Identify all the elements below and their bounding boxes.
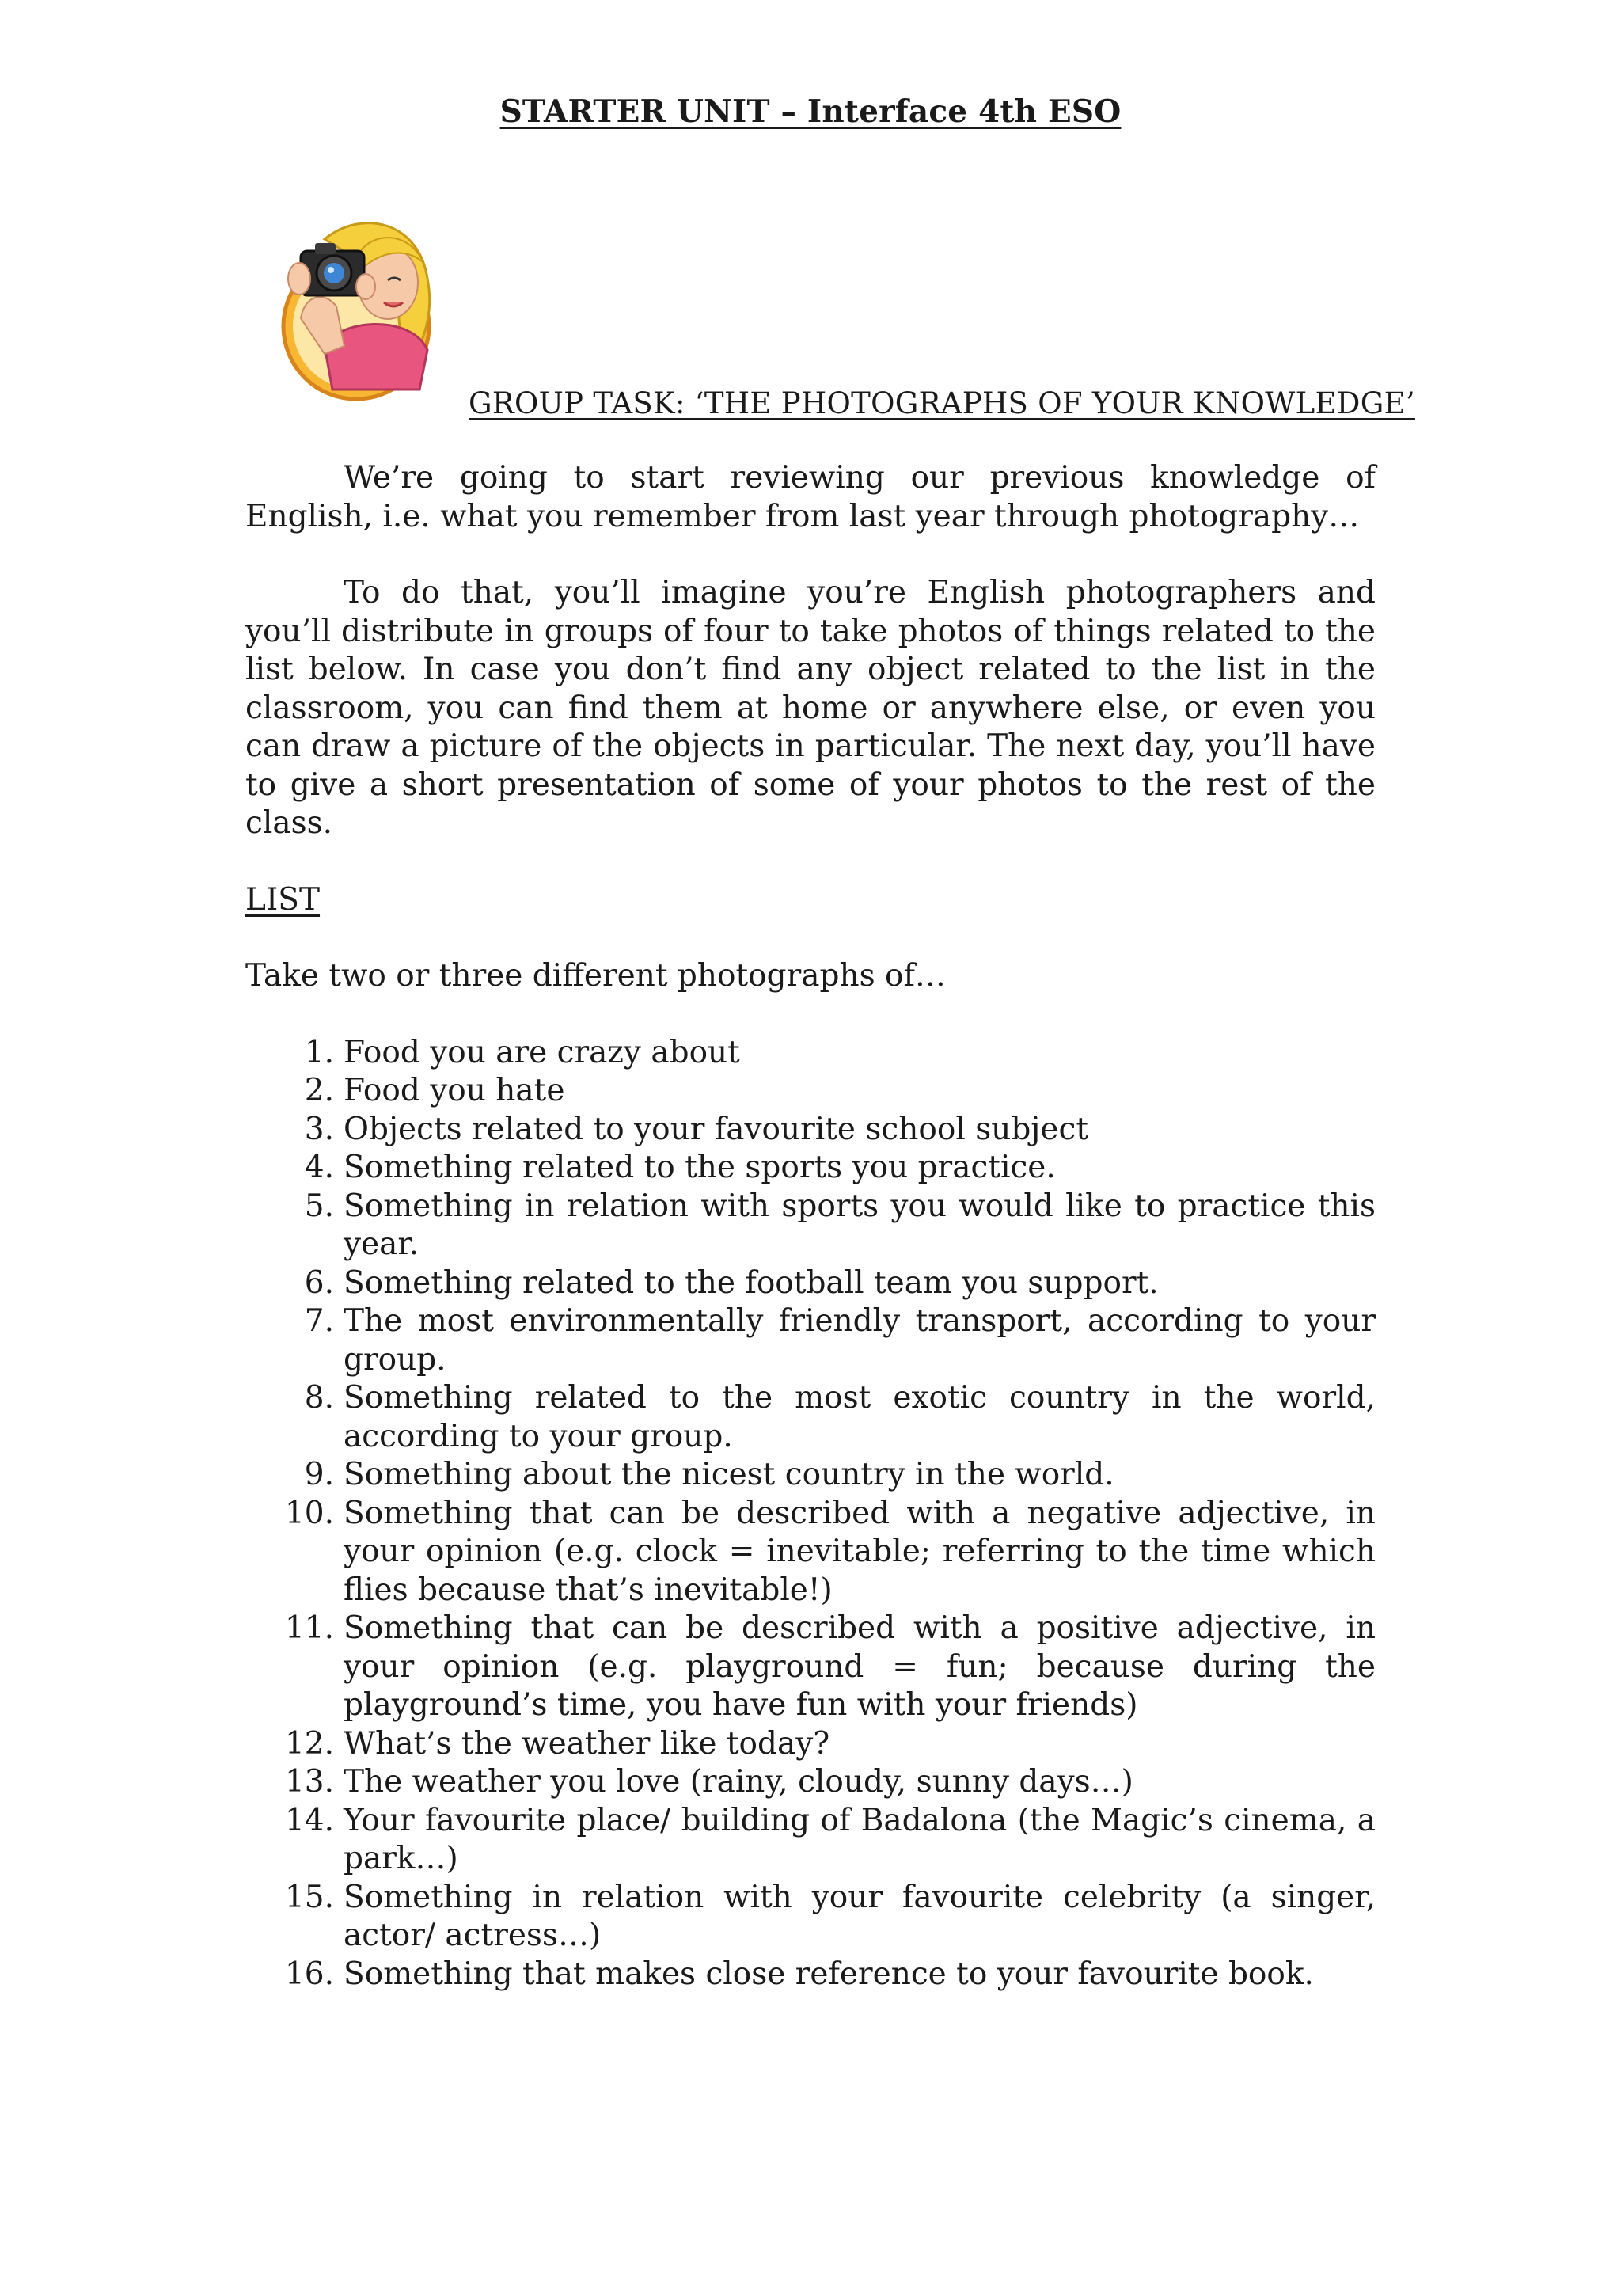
list-item-text: Your favourite place/ building of Badalona (the Magic’s cinema, a park…) bbox=[344, 1802, 1376, 1876]
document-title: STARTER UNIT – Interface 4th ESO bbox=[499, 93, 1122, 130]
list-item bbox=[245, 1302, 1376, 1379]
list-item-number: 8. bbox=[304, 1380, 334, 1416]
list-item-number: 10. bbox=[284, 1495, 334, 1531]
list-item bbox=[245, 1763, 1376, 1802]
list-item-text: Something related to the most exotic country in the world, according to your group. bbox=[344, 1380, 1376, 1454]
list-item-text: Food you are crazy about bbox=[344, 1034, 740, 1070]
instructions-paragraph: To do that, you’ll imagine you’re English photographers and you’ll distribute in groups of four to take photos of things related to the list below. In case you don’t find any object related to the list in the classroom, you can find them at home or anywhere else, or even you can draw a picture of the objects in particular. The next day, you’ll have to give a short presentation of some of your photos to the rest of the class. bbox=[245, 575, 1376, 841]
list-item-text: Something that makes close reference to your favourite book. bbox=[344, 1956, 1314, 1992]
list-heading: LIST bbox=[245, 881, 321, 918]
list-item bbox=[245, 1495, 1376, 1610]
list-item-text: Something related to the football team you support. bbox=[344, 1264, 1159, 1301]
list-item bbox=[245, 1802, 1376, 1879]
list-item-text: The most environmentally friendly transport, according to your group. bbox=[344, 1303, 1376, 1378]
list-item-text: Objects related to your favourite school subject bbox=[344, 1111, 1088, 1147]
list-item bbox=[245, 1034, 1376, 1073]
list-item-number: 4. bbox=[304, 1150, 334, 1185]
list-intro: Take two or three different photographs of… bbox=[245, 958, 946, 994]
list-item-number: 13. bbox=[284, 1764, 334, 1800]
list-item bbox=[245, 1072, 1376, 1111]
document-body bbox=[245, 459, 1376, 1994]
list-item bbox=[245, 1111, 1376, 1150]
list-item-number: 16. bbox=[284, 1956, 334, 1992]
list-item-number: 11. bbox=[284, 1610, 334, 1646]
list-item-text: Something related to the sports you practice. bbox=[344, 1150, 1056, 1185]
list-item-text: Something that can be described with a positive adjective, in your opinion (e.g. playground = fun; because during the playground’s time, you have fun with your friends) bbox=[344, 1610, 1376, 1723]
list-item-number: 2. bbox=[304, 1073, 334, 1108]
list-item bbox=[245, 1610, 1376, 1725]
list-item bbox=[245, 1879, 1376, 1956]
list-item-number: 1. bbox=[304, 1034, 334, 1070]
list-item-number: 14. bbox=[284, 1802, 334, 1838]
group-task-title: GROUP TASK: ‘THE PHOTOGRAPHS OF YOUR KNOWLEDGE’ bbox=[469, 386, 1415, 420]
list-item-text: Something that can be described with a negative adjective, in your opinion (e.g. clock = inevitable; referring to the time which flies because that’s inevitable!) bbox=[344, 1495, 1376, 1608]
list-item bbox=[245, 1149, 1376, 1188]
list-item-text: Something about the nicest country in the world. bbox=[344, 1457, 1114, 1492]
list-item-number: 7. bbox=[304, 1303, 334, 1339]
list-item bbox=[245, 1956, 1376, 1994]
list-item-number: 3. bbox=[304, 1111, 334, 1147]
photo-task-list bbox=[245, 1034, 1376, 1994]
photographer-girl-icon bbox=[269, 207, 459, 405]
list-item-text: What’s the weather like today? bbox=[344, 1725, 830, 1762]
list-item bbox=[245, 1379, 1376, 1456]
list-item-text: The weather you love (rainy, cloudy, sunny days…) bbox=[344, 1764, 1133, 1800]
list-item-number: 6. bbox=[304, 1264, 334, 1301]
list-item bbox=[245, 1725, 1376, 1764]
list-item-number: 15. bbox=[284, 1879, 334, 1915]
list-item-number: 12. bbox=[284, 1725, 334, 1762]
list-item-text: Something in relation with sports you would like to practice this year. bbox=[344, 1188, 1376, 1262]
list-item-number: 5. bbox=[304, 1188, 334, 1224]
intro-paragraph: We’re going to start reviewing our previous knowledge of English, i.e. what you remember from last year through photography… bbox=[245, 460, 1376, 534]
list-item bbox=[245, 1264, 1376, 1303]
list-item-text: Food you hate bbox=[344, 1073, 565, 1108]
list-item-text: Something in relation with your favourite celebrity (a singer, actor/ actress…) bbox=[344, 1879, 1376, 1953]
list-item bbox=[245, 1456, 1376, 1495]
list-item-number: 9. bbox=[304, 1457, 334, 1492]
list-item bbox=[245, 1188, 1376, 1264]
